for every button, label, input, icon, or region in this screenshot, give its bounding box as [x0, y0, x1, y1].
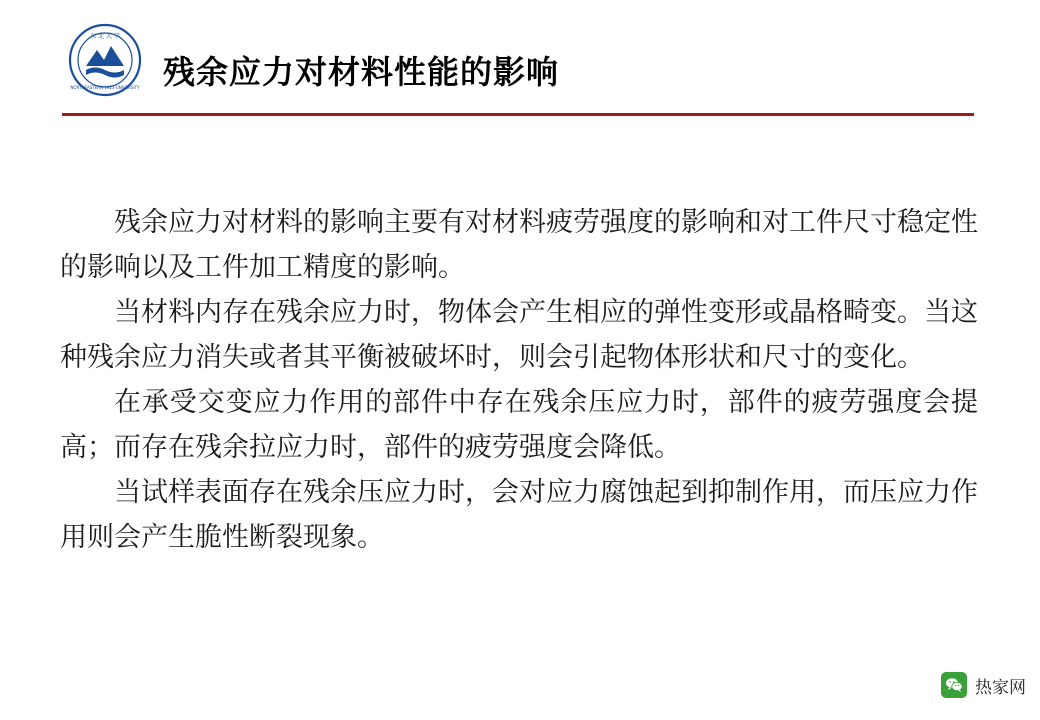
body-paragraph: 残余应力对材料的影响主要有对材料疲劳强度的影响和对工件尺寸稳定性的影响以及工件加工精度的影响。 — [60, 207, 978, 283]
body-paragraph: 当试样表面存在残余压应力时，会对应力腐蚀起到抑制作用，而压应力作用则会产生脆性断裂现象。 — [60, 477, 978, 553]
slide-header — [0, 0, 1040, 120]
slide-body — [60, 200, 978, 560]
watermark-label: 热家网 — [975, 677, 1026, 698]
wechat-icon — [941, 672, 967, 698]
page-title: 残余应力对材料性能的影响 — [163, 53, 560, 91]
watermark — [941, 672, 1026, 698]
university-seal-logo — [62, 22, 148, 98]
body-paragraph: 当材料内存在残余应力时，物体会产生相应的弹性变形或晶格畸变。当这种残余应力消失或者其平衡被破坏时，则会引起物体形状和尺寸的变化。 — [60, 297, 978, 373]
svg-text:东 北 大 学: 东 北 大 学 — [90, 33, 120, 40]
svg-text:NORTHEASTERN·1923·UNIVERSITY: NORTHEASTERN·1923·UNIVERSITY — [70, 85, 140, 90]
body-paragraph: 在承受交变应力作用的部件中存在残余压应力时，部件的疲劳强度会提高；而存在残余拉应力时，部件的疲劳强度会降低。 — [60, 387, 978, 463]
title-divider — [62, 113, 974, 116]
